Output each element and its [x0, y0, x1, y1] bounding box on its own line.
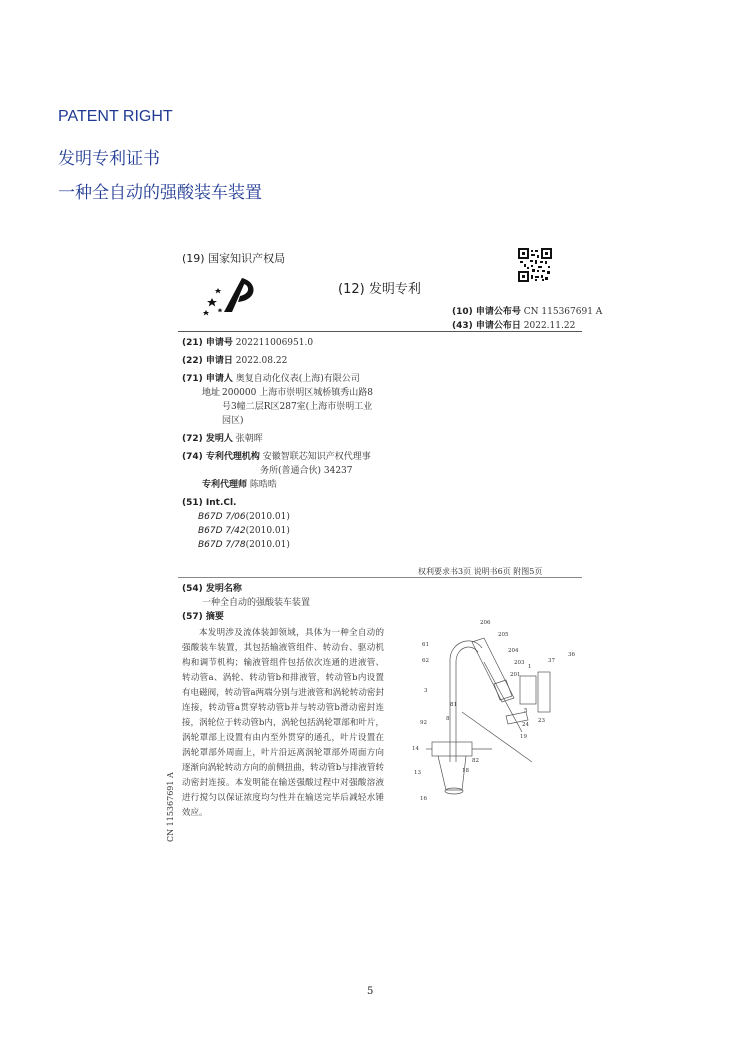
figure-label: 18 — [462, 768, 469, 774]
figure-label: 19 — [520, 734, 527, 740]
abstract-figure — [402, 612, 582, 802]
agency-line: 安徽智联芯知识产权代理事 — [262, 452, 371, 462]
ipc-code: B67D 7/42 — [198, 526, 246, 536]
pub-no: CN 115367691 A — [523, 307, 603, 317]
qr-code-icon — [518, 248, 552, 282]
pages-info: 权利要求书3页 说明书6页 附图5页 — [418, 567, 543, 576]
agency-line: 务所(普通合伙) 34237 — [260, 466, 353, 476]
inventor-label: (72) 发明人 — [182, 434, 233, 444]
ipc-row — [198, 524, 290, 538]
office-name: (19) 国家知识产权局 — [182, 252, 286, 265]
figure-label: 81 — [450, 702, 457, 708]
figure-label: 62 — [422, 658, 429, 664]
title-cn: 发明专利证书 — [58, 149, 160, 168]
figure-label: 204 — [508, 648, 519, 654]
agent: 陈晧晧 — [249, 480, 277, 490]
figure-label: 61 — [422, 642, 429, 648]
ipc-year: (2010.01) — [245, 540, 290, 550]
name-label: (54) 发明名称 — [182, 584, 242, 594]
ipc-row — [198, 538, 290, 552]
figure-label: 24 — [522, 722, 529, 728]
applicant-label: (71) 申请人 — [182, 374, 233, 384]
ipc-row — [198, 510, 290, 524]
agency-label: (74) 专利代理机构 — [182, 452, 260, 462]
title-en: PATENT RIGHT — [58, 108, 173, 125]
figure-label: 14 — [412, 746, 419, 752]
ipc-year: (2010.01) — [245, 526, 290, 536]
address-label: 地址 — [202, 388, 221, 398]
address-line: 200000 上海市崇明区城桥镇秀山路8 — [222, 388, 373, 398]
ipc-year: (2010.01) — [245, 512, 290, 522]
figure-label: 8 — [446, 716, 450, 722]
applicant: 奥复自动化仪表(上海)有限公司 — [235, 374, 360, 384]
side-pub-number: CN 115367691 A — [166, 772, 175, 842]
abstract-text: 本发明涉及流体装卸领域，具体为一种全自动的强酸装车装置，其包括输液管组件、转动台、驱动机构和调节机构；输液管组件包括依次连通的进液管、转动管a、涡轮、转动管b和排液管，转动管b内设置有电磁阀，转动管a两端分别与进液管和涡轮转动密封连接，转动管a贯穿转动管b并与转动管b滑动密封连接，涡轮位于转动管b内，涡轮包括涡轮罩部和叶片，涡轮罩部上设置有由内至外贯穿的通孔，叶片设置在涡轮罩部外周面上，叶片沿远离涡轮罩部外周面方向逐渐向涡轮转动方向的前侧扭曲，转动管b与排液管转动密封连接。本发明能在输送强酸过程中对强酸溶液进行搅匀以保证浓度均匀性并在输送完毕后减轻水锤效应。 — [182, 628, 384, 818]
pub-date-label: (43) 申请公布日 — [452, 321, 521, 331]
divider — [178, 331, 582, 332]
figure-label: 92 — [420, 720, 427, 726]
pub-no-label: (10) 申请公布号 — [452, 307, 521, 317]
figure-label: 37 — [548, 658, 555, 664]
cnipa-logo-icon — [202, 272, 258, 316]
figure-label: 1 — [528, 664, 532, 670]
app-date-label: (22) 申请日 — [182, 356, 233, 366]
abstract-label: (57) 摘要 — [182, 612, 224, 622]
figure-label: 13 — [414, 770, 421, 776]
invention-title: 一种全自动的强酸装车装置 — [58, 183, 262, 202]
figure-label: 5 — [524, 708, 528, 714]
app-no: 202211006951.0 — [235, 338, 314, 348]
agent-label: 专利代理师 — [202, 480, 248, 490]
address-line: 号3幢二层R区287室(上海市崇明工业 — [222, 402, 373, 412]
ipc-label: (51) Int.Cl. — [182, 498, 237, 508]
figure-label: 16 — [420, 796, 427, 802]
figure-label: 206 — [480, 620, 491, 626]
figure-label: 3 — [424, 688, 428, 694]
divider — [178, 577, 582, 578]
app-date: 2022.08.22 — [235, 356, 288, 366]
ipc-code: B67D 7/78 — [198, 540, 246, 550]
inventor: 张朝晖 — [235, 434, 263, 444]
patent-front-page — [166, 242, 603, 882]
page-number: 5 — [367, 986, 374, 997]
app-no-label: (21) 申请号 — [182, 338, 233, 348]
figure-label: 203 — [514, 660, 525, 666]
figure-label: 82 — [472, 758, 479, 764]
figure-label: 201 — [510, 672, 521, 678]
pub-date: 2022.11.22 — [523, 321, 576, 331]
invention-name: 一种全自动的强酸装车装置 — [202, 598, 311, 608]
figure-label: 205 — [498, 632, 509, 638]
address-line: 园区) — [222, 416, 244, 426]
document-type: (12) 发明专利 — [338, 282, 421, 297]
ipc-code: B67D 7/06 — [198, 512, 246, 522]
figure-label: 23 — [538, 718, 545, 724]
figure-label: 36 — [568, 652, 575, 658]
